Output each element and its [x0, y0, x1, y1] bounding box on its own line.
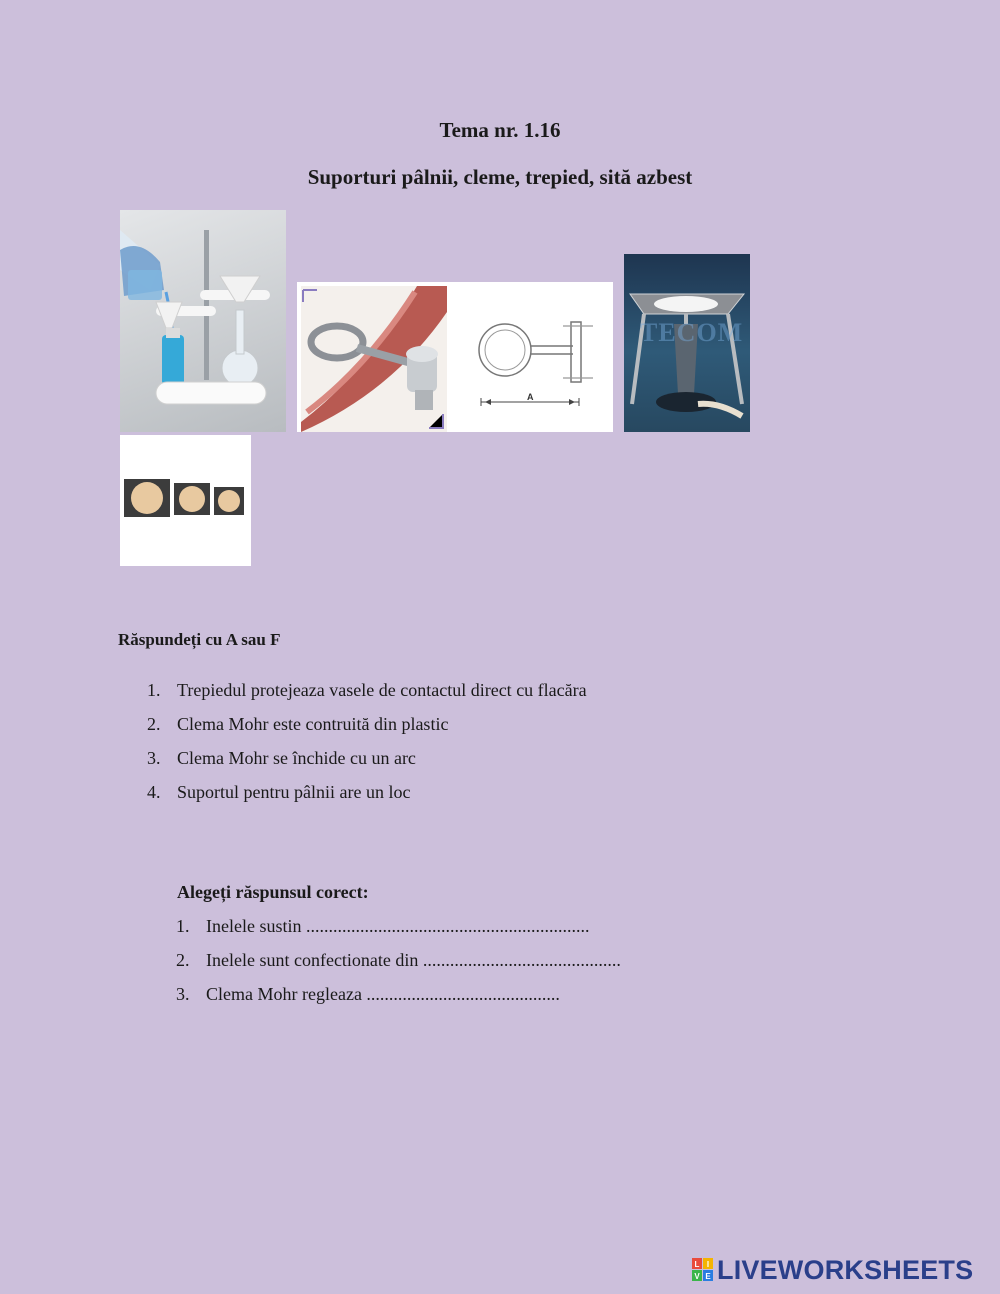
- item-number: 2.: [147, 714, 161, 734]
- wire-gauze-icon: [120, 435, 251, 566]
- item-text: Clema Mohr regleaza ...........................................: [206, 984, 560, 1004]
- funnel-stand-icon: [120, 210, 286, 432]
- logo-letter: I: [706, 1260, 710, 1269]
- list-item: [147, 746, 587, 780]
- list-item: [147, 678, 587, 712]
- funnel-stand-photo: [120, 210, 286, 432]
- item-number: 1.: [147, 680, 161, 700]
- mohr-clamp-photo: [297, 282, 613, 432]
- list-item: [147, 712, 587, 746]
- asbestos-gauze-photo: [120, 435, 251, 566]
- tripod-watermark: TECOM: [640, 318, 744, 347]
- logo-letter: V: [694, 1272, 700, 1281]
- list-item: [147, 780, 587, 814]
- list-item: [176, 914, 621, 948]
- item-number: 3.: [176, 984, 190, 1004]
- item-number: 4.: [147, 782, 161, 802]
- list-item: [176, 948, 621, 982]
- tripod-burner-photo: [624, 254, 750, 432]
- liveworksheets-logo[interactable]: [692, 1253, 973, 1287]
- item-text: Suportul pentru pâlnii are un loc: [177, 782, 411, 802]
- logo-letter: E: [705, 1272, 711, 1281]
- ring-clamp-icon: [463, 282, 613, 432]
- section1-heading: Răspundeți cu A sau F: [118, 630, 281, 649]
- list-item: [176, 982, 621, 1016]
- ring-clamp-dimension-label: A: [527, 392, 534, 402]
- item-text: Clema Mohr este contruită din plastic: [177, 714, 449, 734]
- item-text: Inelele sunt confectionate din ............................................: [206, 950, 621, 970]
- item-number: 2.: [176, 950, 190, 970]
- item-text: Trepiedul protejeaza vasele de contactul direct cu flacăra: [177, 680, 587, 700]
- fill-in-list: [176, 914, 621, 1016]
- liveworksheets-logo-icon: [692, 1258, 714, 1282]
- true-false-list: [147, 678, 587, 814]
- page-subtitle: Suporturi pâlnii, cleme, trepied, sită azbest: [307, 165, 693, 189]
- mohr-clamp-icon: [297, 282, 447, 432]
- item-number: 1.: [176, 916, 190, 936]
- item-text: Clema Mohr se închide cu un arc: [177, 748, 416, 768]
- page-title: Tema nr. 1.16: [439, 118, 561, 142]
- logo-letter: L: [694, 1260, 700, 1269]
- item-text: Inelele sustin ...............................................................: [206, 916, 590, 936]
- section2-heading: Alegeți răspunsul corect:: [177, 882, 369, 902]
- logo-text: LIVEWORKSHEETS: [717, 1254, 974, 1285]
- item-number: 3.: [147, 748, 161, 768]
